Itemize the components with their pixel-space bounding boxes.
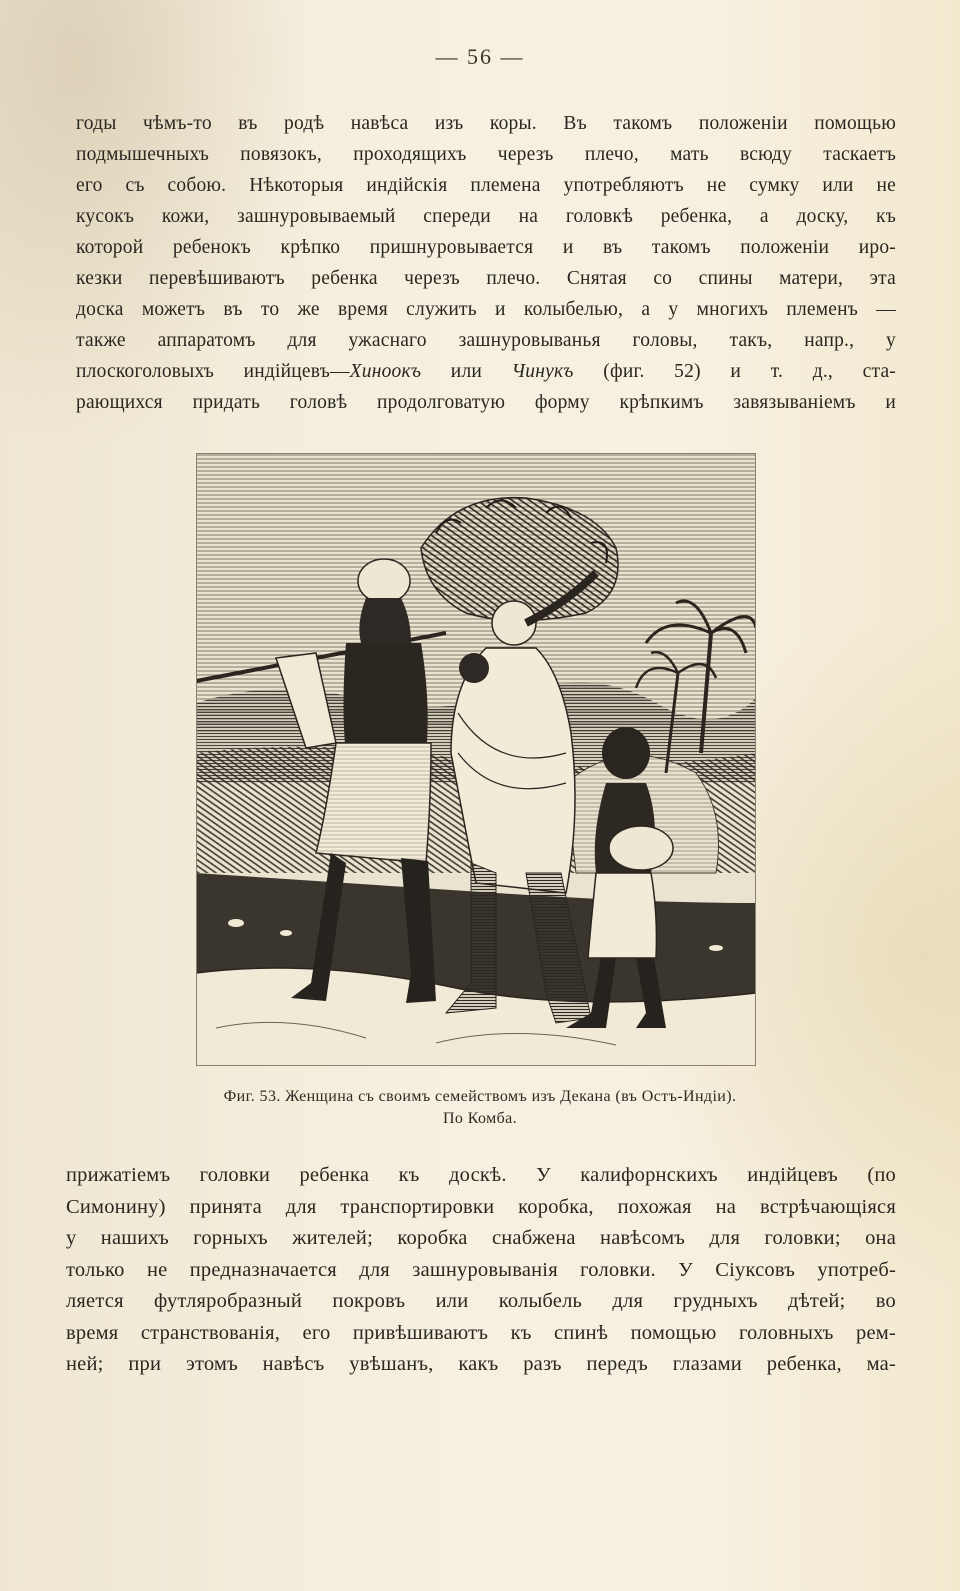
text-line: кусокъ кожи, зашнуровываемый спереди на головкѣ ребенка, а доску, къ — [76, 206, 896, 227]
paragraph-bottom — [66, 1160, 896, 1381]
text-line: прижатіемъ головки ребенка къ доскѣ. У калифорнскихъ индійцевъ (по — [66, 1164, 896, 1186]
paragraph-top — [76, 108, 896, 418]
tribe-name-italic: Чинукъ — [511, 361, 574, 382]
text-line: только не предназначается для зашнуровыванія головки. У Сіуксовъ употреб- — [66, 1258, 896, 1281]
caption-line: По Комба. — [442, 1110, 518, 1127]
text-line: также аппаратомъ для ужаснаго зашнуровыванья головы, такъ, напр., у — [76, 330, 896, 351]
text-line: которой ребенокъ крѣпко пришнуровывается и въ такомъ положеніи иро- — [76, 237, 896, 258]
text-fragment: или — [421, 361, 512, 382]
text-line: ней; при этомъ навѣсъ увѣшанъ, какъ разъ передъ глазами ребенка, ма- — [66, 1353, 896, 1375]
engraving-family-drawing — [196, 453, 756, 1066]
text-fragment: (фиг. 52) и т. д., ста- — [573, 361, 896, 382]
text-line-with-names — [76, 356, 896, 387]
text-line: Симонину) принята для транспортировки коробка, похожая на встрѣчающіяся — [66, 1195, 896, 1218]
text-line: рающихся придать головѣ продолговатую форму крѣпкимъ завязываніемъ и — [76, 392, 896, 413]
text-line: доска можетъ въ то же время служить и колыбелью, а у многихъ племенъ — — [76, 299, 896, 320]
page-number: — 56 — — [435, 44, 525, 69]
figure-caption — [0, 1086, 960, 1130]
text-line: время странствованія, его привѣшиваютъ къ спинѣ помощью головныхъ рем- — [66, 1321, 896, 1344]
text-fragment: плоскоголовыхъ индійцевъ— — [76, 361, 350, 382]
text-line: кезки перевѣшиваютъ ребенка черезъ плечо. Снятая со спины матери, эта — [76, 268, 896, 289]
text-line: у нашихъ горныхъ жителей; коробка снабжена навѣсомъ для головки; она — [66, 1227, 896, 1249]
text-line: годы чѣмъ-то въ родѣ навѣса изъ коры. Въ такомъ положеніи помощью — [76, 113, 896, 134]
tribe-name-italic: Хиноокъ — [349, 361, 422, 382]
text-line: ляется футляробразный покровъ или колыбель для грудныхъ дѣтей; во — [66, 1290, 896, 1312]
caption-line: Фиг. 53. Женщина съ своимъ семействомъ изъ Декана (въ Остъ-Индіи). — [223, 1088, 737, 1105]
engraving-illustration — [196, 453, 756, 1066]
text-line: подмышечныхъ повязокъ, проходящихъ черезъ плечо, мать всюду таскаетъ — [76, 144, 896, 165]
text-line: его съ собою. Нѣкоторыя индійскія племена употребляютъ не сумку или не — [76, 175, 896, 196]
